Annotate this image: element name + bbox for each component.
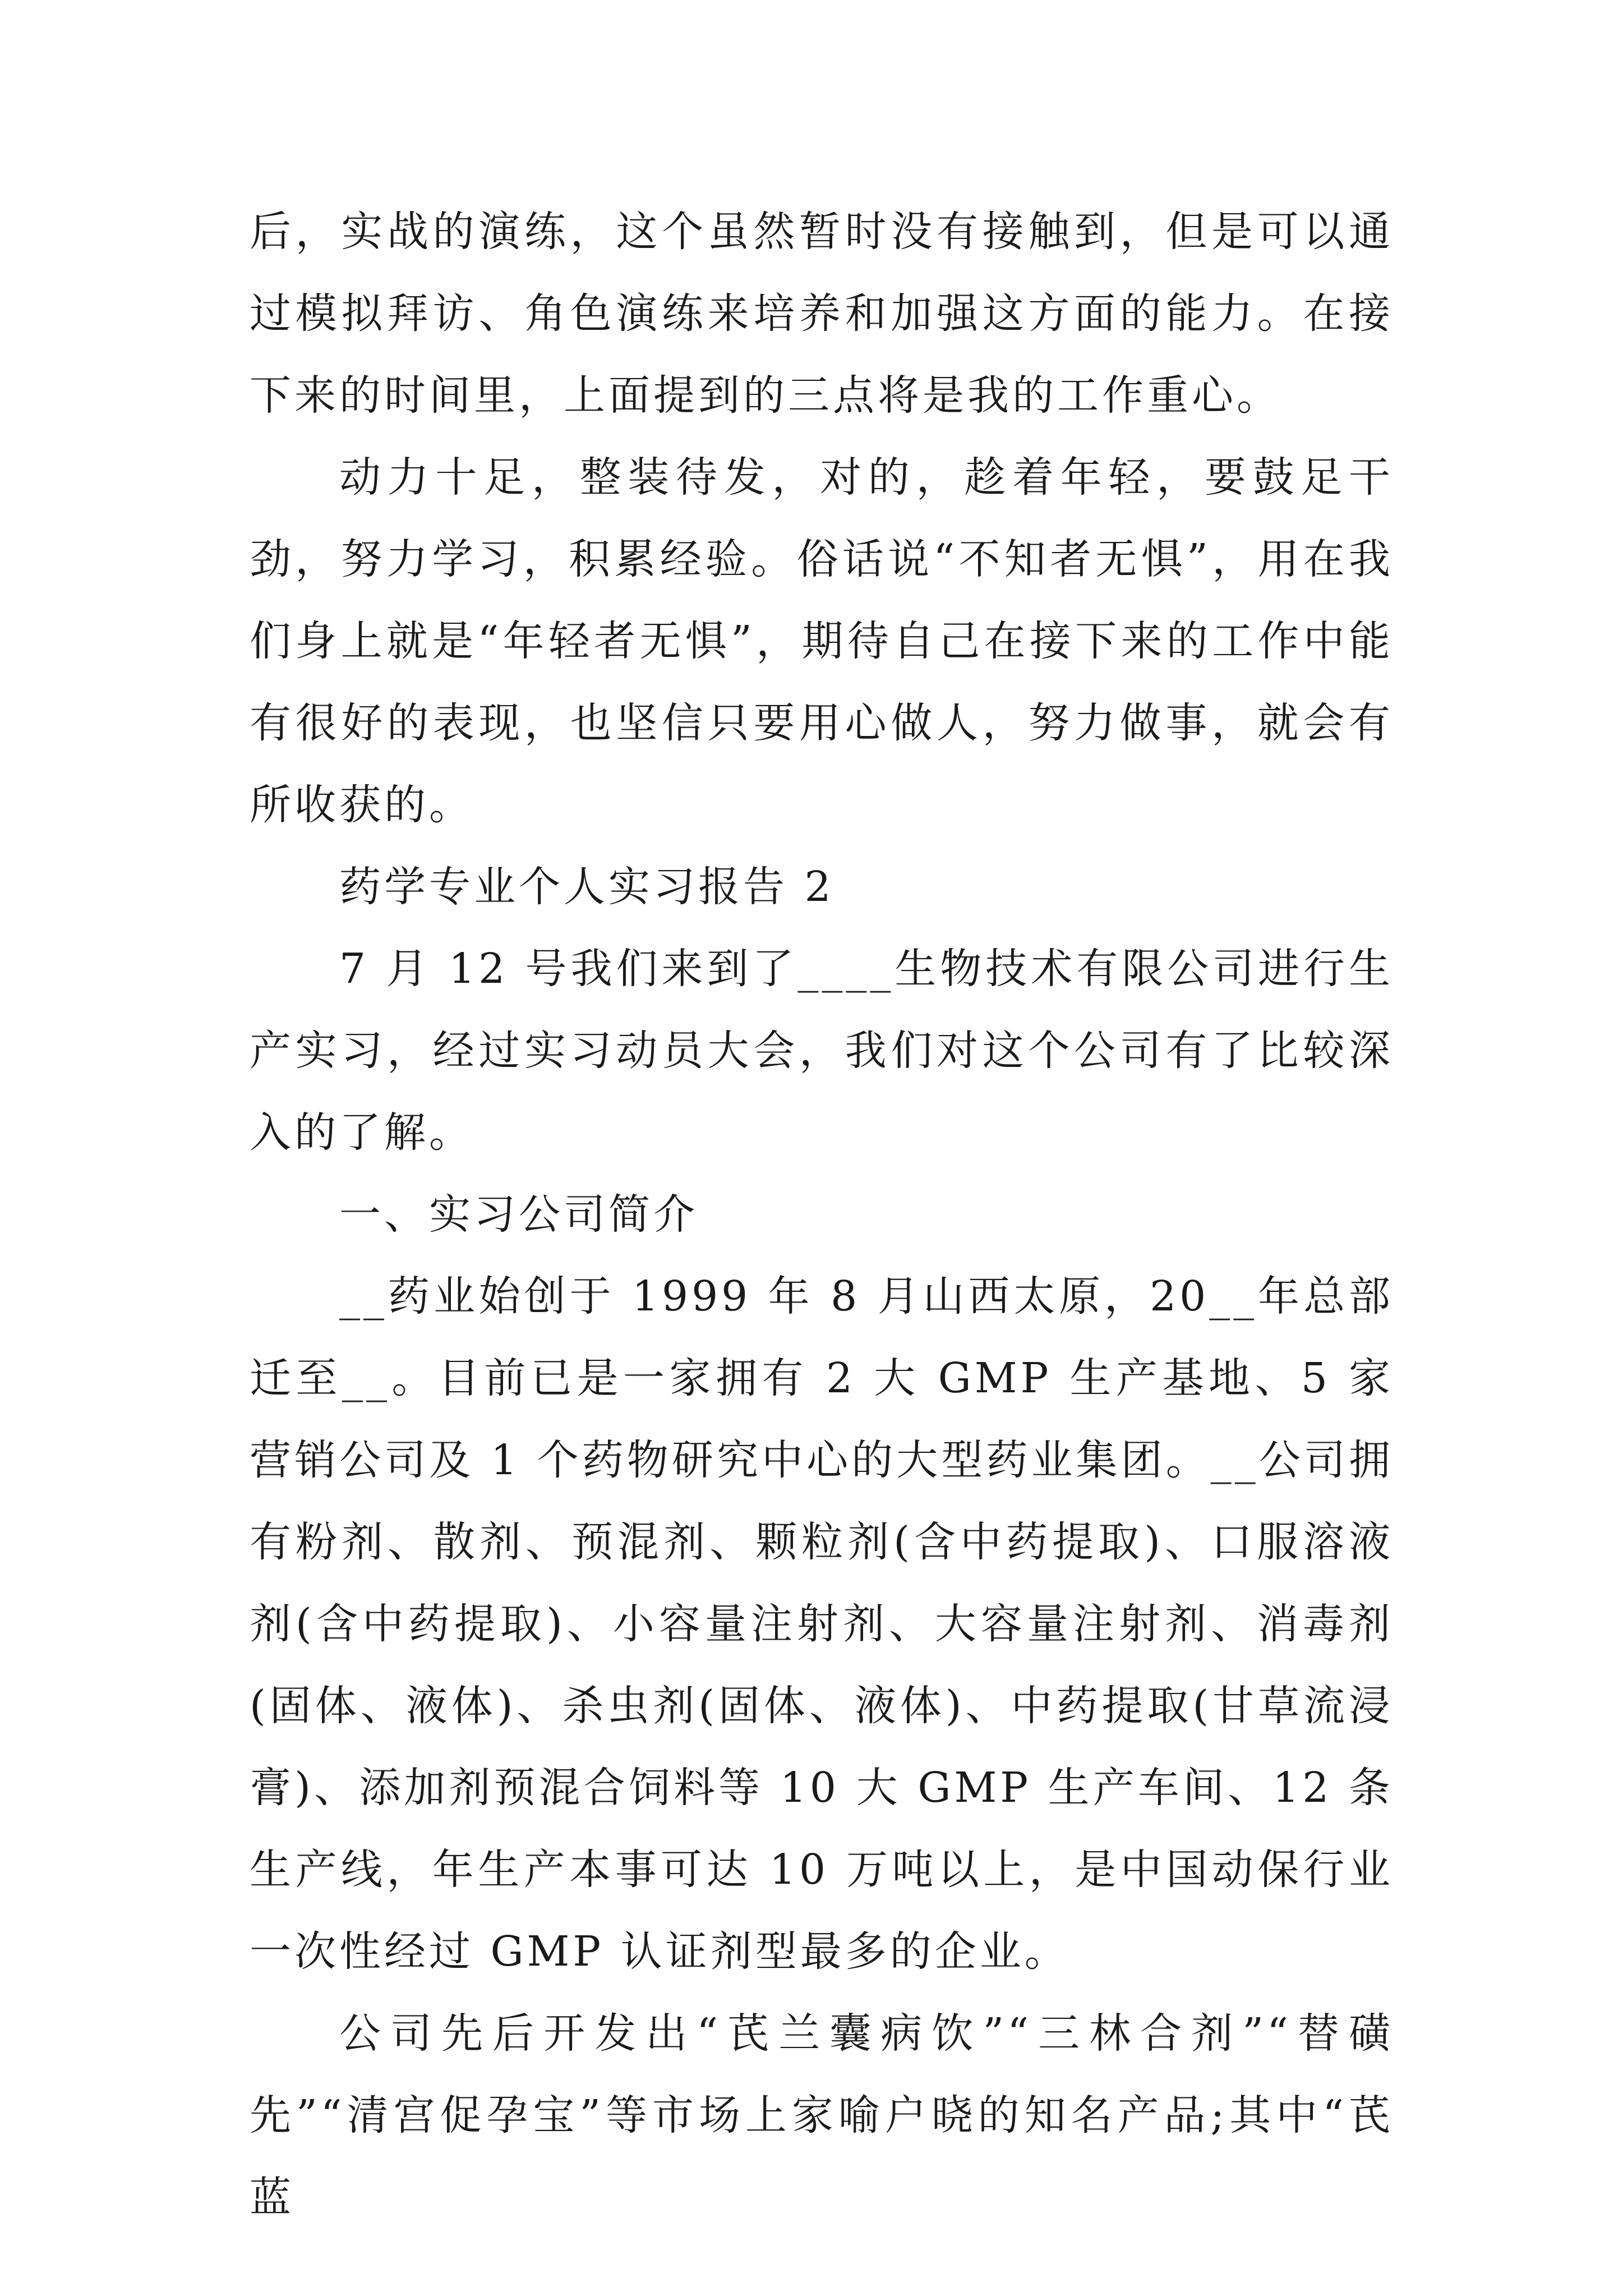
report-title: 药学专业个人实习报告 2 xyxy=(339,863,834,911)
document-body xyxy=(250,191,1394,2238)
section-heading-company-intro: 一、实习公司简介 xyxy=(339,1190,698,1239)
paragraph-arrival: 7 月 12 号我们来到了____生物技术有限公司进行生产实习，经过实习动员大会，我们对这个公司有了比较深入的了解。 xyxy=(250,945,1394,1157)
paragraph-motivation: 动力十足，整装待发，对的，趁着年轻，要鼓足干劲，努力学习，积累经验。俗话说“不知者无惧”，用在我们身上就是“年轻者无惧”，期待自己在接下来的工作中能有很好的表现，也坚信只要用心做人，努力做事，就会有所收获的。 xyxy=(250,453,1394,829)
paragraph-products: 公司先后开发出“芪兰囊病饮”“三林合剂”“替磺先”“清宫促孕宝”等市场上家喻户晓的知名产品;其中“芪蓝 xyxy=(250,2009,1394,2221)
paragraph-continuation: 后，实战的演练，这个虽然暂时没有接触到，但是可以通过模拟拜访、角色演练来培养和加强这方面的能力。在接下来的时间里，上面提到的三点将是我的工作重心。 xyxy=(250,208,1394,420)
paragraph-company-intro: __药业始创于 1999 年 8 月山西太原，20__年总部迁至__。目前已是一家拥有 2 大 GMP 生产基地、5 家营销公司及 1 个药物研究中心的大型药业集团。__公司拥有粉剂、散剂、预混剂、颗粒剂(含中药提取)、口服溶液剂(含中药提取)、小容量注射剂、大容量注射剂、消毒剂(固体、液体)、杀虫剂(固体、液体)、中药提取(甘草流浸膏)、添加剂预混合饲料等 10 大 GMP 生产车间、12 条生产线，年生产本事可达 10 万吨以上，是中国动保行业一次性经过 GMP 认证剂型最多的企业。 xyxy=(250,1272,1394,1976)
